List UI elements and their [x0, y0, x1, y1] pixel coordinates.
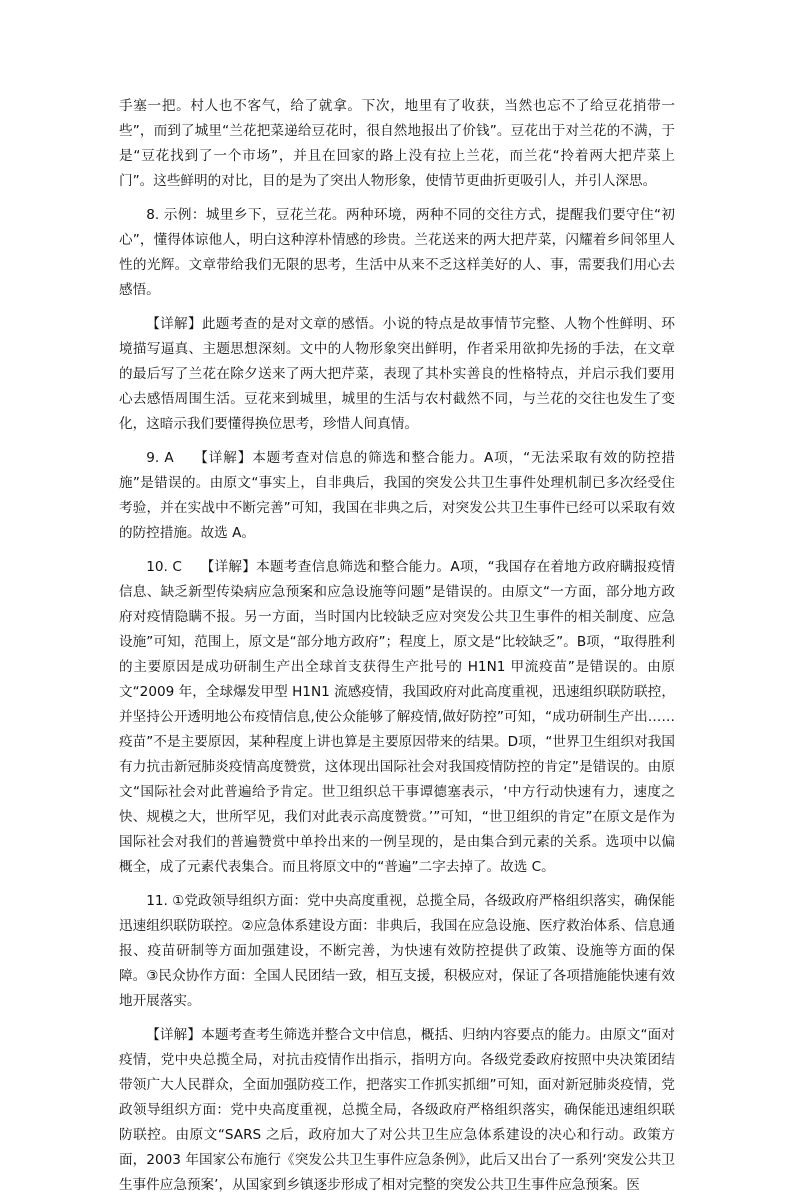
answer-10: 10. C 【详解】本题考查信息筛选和整合能力。A项，“我国存在着地方政府瞒报疫情信息、缺乏新型传染病应急预案和应急设施等问题”是错误的。由原文“一方面，部分地方政府对疫情隐瞒不报。另一方面，当时国内比较缺乏应对突发公共卫生事件的相关制度、应急设施”可知，范围上，原文是“部分地方政府”；程度上，原文是“比较缺乏”。B项，“取得胜利的主要原因是成功研制生产出全球首支获得生产批号的 H1N1 甲流疫苗”是错误的。由原文“2009 年，全球爆发甲型 H1N1 流感疫情，我国政府对此高度重视，迅速组织联防联控，并坚持公开透明地公布疫情信息,使公众能够了解疫情,做好防控”可知，“成功研制生产出……疫苗”不是主要原因，某种程度上讲也算是主要原因带来的结果。D项，“世界卫生组织对我国有力抗击新冠肺炎疫情高度赞赏，这体现出国际社会对我国疫情防控的肯定”是错误的。由原文“国际社会对此普遍给予肯定。世卫组织总干事谭德塞表示，‘中方行动快速有力，速度之快、规模之大，世所罕见，我们对此表示高度赞赏。’”可知，“世卫组织的肯定”在原文是作为国际社会对我们的普遍赞赏中单拎出来的一例呈现的，是由集合到元素的关系。选项中以偏概全，成了元素代表集合。而且将原文中的“普遍”二字去掉了。故选 C。	[119, 559, 675, 875]
document-page	[119, 94, 675, 1198]
answer-11: 11. ①党政领导组织方面：党中央高度重视，总揽全局，各级政府严格组织落实，确保能迅速组织联防联控。②应急体系建设方面：非典后，我国在应急设施、医疗救治体系、信息通报、疫苗研制等方面加强建设，不断完善，为快速有效防控提供了政策、设施等方面的保障。③民众协作方面：全国人民团结一致，相互支援，积极应对，保证了各项措施能快速有效地开展落实。	[119, 893, 675, 1009]
explanation-8: 【详解】此题考查的是对文章的感悟。小说的特点是故事情节完整、人物个性鲜明、环境描写逼真、主题思想深刻。文中的人物形象突出鲜明，作者采用欲抑先扬的手法，在文章的最后写了兰花在除夕送来了两大把芹菜，表现了其朴实善良的性格特点，并启示我们要用心去感悟周围生活。豆花来到城里，城里的生活与农村截然不同，与兰花的交往也发生了变化，这暗示我们要懂得换位思考，珍惜人间真情。	[119, 316, 675, 432]
answer-9: 9. A 【详解】本题考查对信息的筛选和整合能力。A项，“无法采取有效的防控措施”是错误的。由原文“事实上，自非典后，我国的突发公共卫生事件处理机制已多次经受住考验，并在实战中不断完善”可知，我国在非典之后，对突发公共卫生事件已经可以采取有效的防控措施。故选 A。	[119, 450, 675, 541]
explanation-11: 【详解】本题考查考生筛选并整合文中信息，概括、归纳内容要点的能力。由原文“面对疫情，党中央总揽全局，对抗击疫情作出指示，指明方向。各级党委政府按照中央决策团结带领广大人民群众，全面加强防疫工作，把落实工作抓实抓细”可知，面对新冠肺炎疫情，党政领导组织方面：党中央高度重视，总揽全局，各级政府严格组织落实，确保能迅速组织联防联控。由原文“SARS 之后，政府加大了对公共卫生应急体系建设的决心和行动。政策方面，2003 年国家公布施行《突发公共卫生事件应急条例》，此后又出台了一系列‘突发公共卫生事件应急预案’，从国家到乡镇逐步形成了相对完整的突发公共卫生事件应急预案。医	[119, 1027, 675, 1193]
answer-8: 8. 示例：城里乡下，豆花兰花。两种环境，两种不同的交往方式，提醒我们要守住“初心”，懂得体谅他人，明白这种淳朴情感的珍贵。兰花送来的两大把芹菜，闪耀着乡间邻里人性的光辉。文章带给我们无限的思考，生活中从来不乏这样美好的人、事，需要我们用心去感悟。	[119, 207, 675, 298]
paragraph-continuation: 手塞一把。村人也不客气，给了就拿。下次，地里有了收获，当然也忘不了给豆花捎带一些”，而到了城里“兰花把菜递给豆花时，很自然地报出了价钱”。豆花出于对兰花的不满，于是“豆花找到了一个市场”，并且在回家的路上没有拉上兰花，而兰花“拎着两大把芹菜上门”。这些鲜明的对比，目的是为了突出人物形象，使情节更曲折更吸引人，并引人深思。	[119, 98, 675, 189]
